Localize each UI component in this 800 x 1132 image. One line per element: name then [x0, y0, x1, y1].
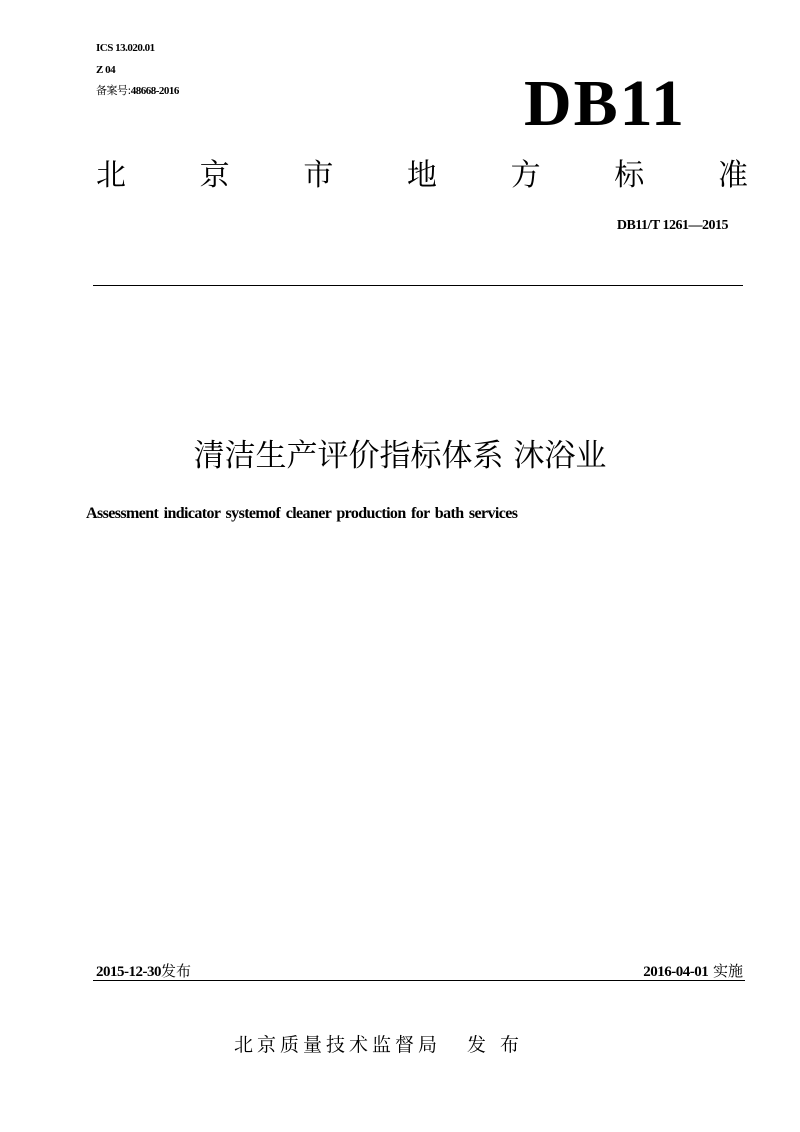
- standard-code: DB11: [524, 67, 687, 140]
- impl-date-value: 2016-04-01: [643, 964, 709, 980]
- title-char: 市: [303, 158, 334, 193]
- ics-code: ICS 13.020.01: [96, 42, 155, 54]
- standard-category-title: [96, 156, 748, 196]
- record-number: [96, 83, 179, 99]
- top-divider: [93, 285, 743, 286]
- title-char: 方: [510, 158, 541, 193]
- document-title-en: Assessment indicator systemof cleaner production for bath services: [86, 505, 518, 522]
- issuing-authority: [234, 1030, 523, 1057]
- issue-date: [96, 960, 191, 981]
- impl-date-label: 实施: [712, 962, 743, 980]
- issue-date-label: 发布: [161, 962, 192, 980]
- title-char: 准: [717, 158, 748, 193]
- title-char: 标: [614, 158, 645, 193]
- standard-number: DB11/T 1261—2015: [616, 218, 728, 233]
- record-label: 备案号:: [96, 84, 131, 97]
- issue-date-value: 2015-12-30: [96, 964, 161, 980]
- issuer-action: 发 布: [467, 1034, 524, 1056]
- title-char: 京: [199, 158, 230, 193]
- z-code: Z 04: [96, 64, 116, 76]
- document-title-cn: 清洁生产评价指标体系 沐浴业: [193, 438, 607, 474]
- implementation-date: [643, 960, 743, 981]
- record-value: 48668-2016: [130, 85, 179, 97]
- bottom-divider: [93, 980, 745, 981]
- title-char: 北: [96, 158, 126, 193]
- title-char: 地: [406, 158, 437, 193]
- issuer-name: 北京质量技术监督局: [234, 1034, 442, 1056]
